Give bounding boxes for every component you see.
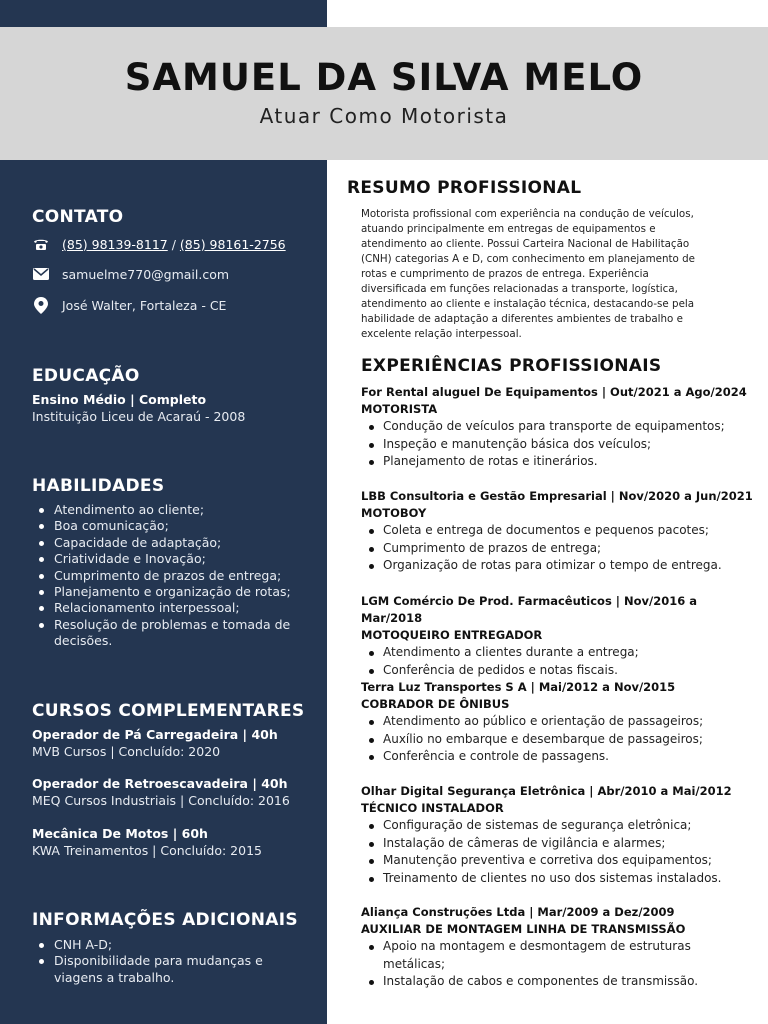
candidate-name: SAMUEL DA SILVA MELO [124,56,644,99]
job-entry [361,384,756,471]
course-title: Mecânica De Motos | 60h [32,826,208,841]
job-entry [361,904,756,991]
list-item: Cumprimento de prazos de entrega; [32,568,292,584]
contact-heading: CONTATO [32,207,124,227]
skills-list [32,502,292,650]
list-item: Planejamento de rotas e itinerários. [361,453,756,471]
list-item: Criatividade e Inovação; [32,551,292,567]
job-title: Aliança Construções Ltda | Mar/2009 a Dez/2009 [361,905,675,919]
list-item: Atendimento a clientes durante a entrega; [361,644,756,662]
additional-list [32,937,282,986]
course-detail: KWA Treinamentos | Concluído: 2015 [32,843,262,858]
phone-row [32,236,286,252]
job-role: TÉCNICO INSTALADOR [361,801,504,815]
course-item [32,775,302,809]
list-item: Coleta e entrega de documentos e pequenos pacotes; [361,522,756,540]
job-role: AUXILIAR DE MONTAGEM LINHA DE TRANSMISSÃO [361,922,686,936]
job-entry [361,679,756,766]
list-item: Cumprimento de prazos de entrega; [361,540,756,558]
list-item: Organização de rotas para otimizar o tempo de entrega. [361,557,756,575]
course-detail: MEQ Cursos Industriais | Concluído: 2016 [32,793,290,808]
list-item: Treinamento de clientes no uso dos sistemas instalados. [361,870,756,888]
list-item: Inspeção e manutenção básica dos veículos; [361,436,756,454]
education-institution: Instituição Liceu de Acaraú - 2008 [32,409,246,424]
job-entry [361,783,756,887]
list-item: Instalação de cabos e componentes de transmissão. [361,973,756,991]
list-item: Resolução de problemas e tomada de decisões. [32,617,292,650]
additional-block [32,937,282,986]
job-duties [361,644,756,679]
list-item: Apoio na montagem e desmontagem de estruturas metálicas; [361,938,756,973]
courses-heading: CURSOS COMPLEMENTARES [32,701,305,721]
phone-link-2[interactable]: (85) 98161-2756 [179,236,286,252]
skills-heading: HABILIDADES [32,476,165,496]
location-row [32,297,226,313]
list-item: Disponibilidade para mudanças e viagens a trabalho. [32,953,282,986]
phone-icon [32,236,50,252]
course-item [32,726,302,760]
location-text: José Walter, Fortaleza - CE [62,297,227,313]
list-item: Conferência de pedidos e notas fiscais. [361,662,756,680]
map-pin-icon [32,297,50,313]
education-block [32,391,302,425]
job-role: MOTORISTA [361,402,438,416]
email-text[interactable]: samuelme770@gmail.com [62,266,230,282]
phone-link-1[interactable]: (85) 98139-8117 [62,236,168,252]
summary-text: Motorista profissional com experiência na condução de veículos, atuando principalmente em entregas de equipamentos e atendimento ao cliente. Possui Carteira Nacional de Habilitação (CNH) categorias A e D, com conhecimento em planejamento de rotas e cumprimento de prazos de entrega. Experiência diversificada em funções relacionadas a transporte, logística, atendimento ao cliente e instalação técnica, destacando-se pela habilidade de adaptação a diferentes ambientes de trabalho e excelente relação interpessoal. [361,208,695,340]
list-item: Auxílio no embarque e desembarque de passageiros; [361,731,756,749]
list-item: Atendimento ao público e orientação de passageiros; [361,713,756,731]
phone-separator: / [167,236,180,252]
course-detail: MVB Cursos | Concluído: 2020 [32,744,221,759]
list-item: Relacionamento interpessoal; [32,600,292,616]
course-title: Operador de Retroescavadeira | 40h [32,776,288,791]
education-heading: EDUCAÇÃO [32,366,140,386]
course-title: Operador de Pá Carregadeira | 40h [32,727,278,742]
list-item: Manutenção preventiva e corretiva dos equipamentos; [361,852,756,870]
job-duties [361,713,756,766]
mail-icon [32,266,50,282]
job-title: LBB Consultoria e Gestão Empresarial | Nov/2020 a Jun/2021 [361,489,753,503]
skills-block [32,502,292,650]
list-item: CNH A-D; [32,937,282,953]
email-row [32,266,229,282]
summary-heading: RESUMO PROFISSIONAL [347,178,582,198]
job-title: LGM Comércio De Prod. Farmacêuticos | Nov/2016 a Mar/2018 [361,594,697,625]
list-item: Capacidade de adaptação; [32,535,292,551]
candidate-objective: Atuar Como Motorista [259,104,509,128]
list-item: Conferência e controle de passagens. [361,748,756,766]
list-item: Configuração de sistemas de segurança eletrônica; [361,817,756,835]
list-item: Instalação de câmeras de vigilância e alarmes; [361,835,756,853]
list-item: Atendimento ao cliente; [32,502,292,518]
job-duties [361,522,756,575]
job-role: MOTOBOY [361,506,427,520]
job-entry [361,593,756,679]
course-item [32,825,302,859]
job-title: For Rental aluguel De Equipamentos | Out/2021 a Ago/2024 [361,385,747,399]
list-item: Planejamento e organização de rotas; [32,584,292,600]
list-item: Condução de veículos para transporte de equipamentos; [361,418,756,436]
job-duties [361,817,756,887]
experience-heading: EXPERIÊNCIAS PROFISSIONAIS [361,356,662,376]
education-degree: Ensino Médio | Completo [32,392,207,407]
job-entry [361,488,756,575]
job-title: Terra Luz Transportes S A | Mai/2012 a Nov/2015 [361,680,676,694]
job-role: COBRADOR DE ÔNIBUS [361,697,510,711]
additional-heading: INFORMAÇÕES ADICIONAIS [32,910,298,930]
job-duties [361,418,756,471]
list-item: Boa comunicação; [32,518,292,534]
job-title: Olhar Digital Segurança Eletrônica | Abr/2010 a Mai/2012 [361,784,732,798]
job-duties [361,938,756,991]
job-role: MOTOQUEIRO ENTREGADOR [361,628,543,642]
